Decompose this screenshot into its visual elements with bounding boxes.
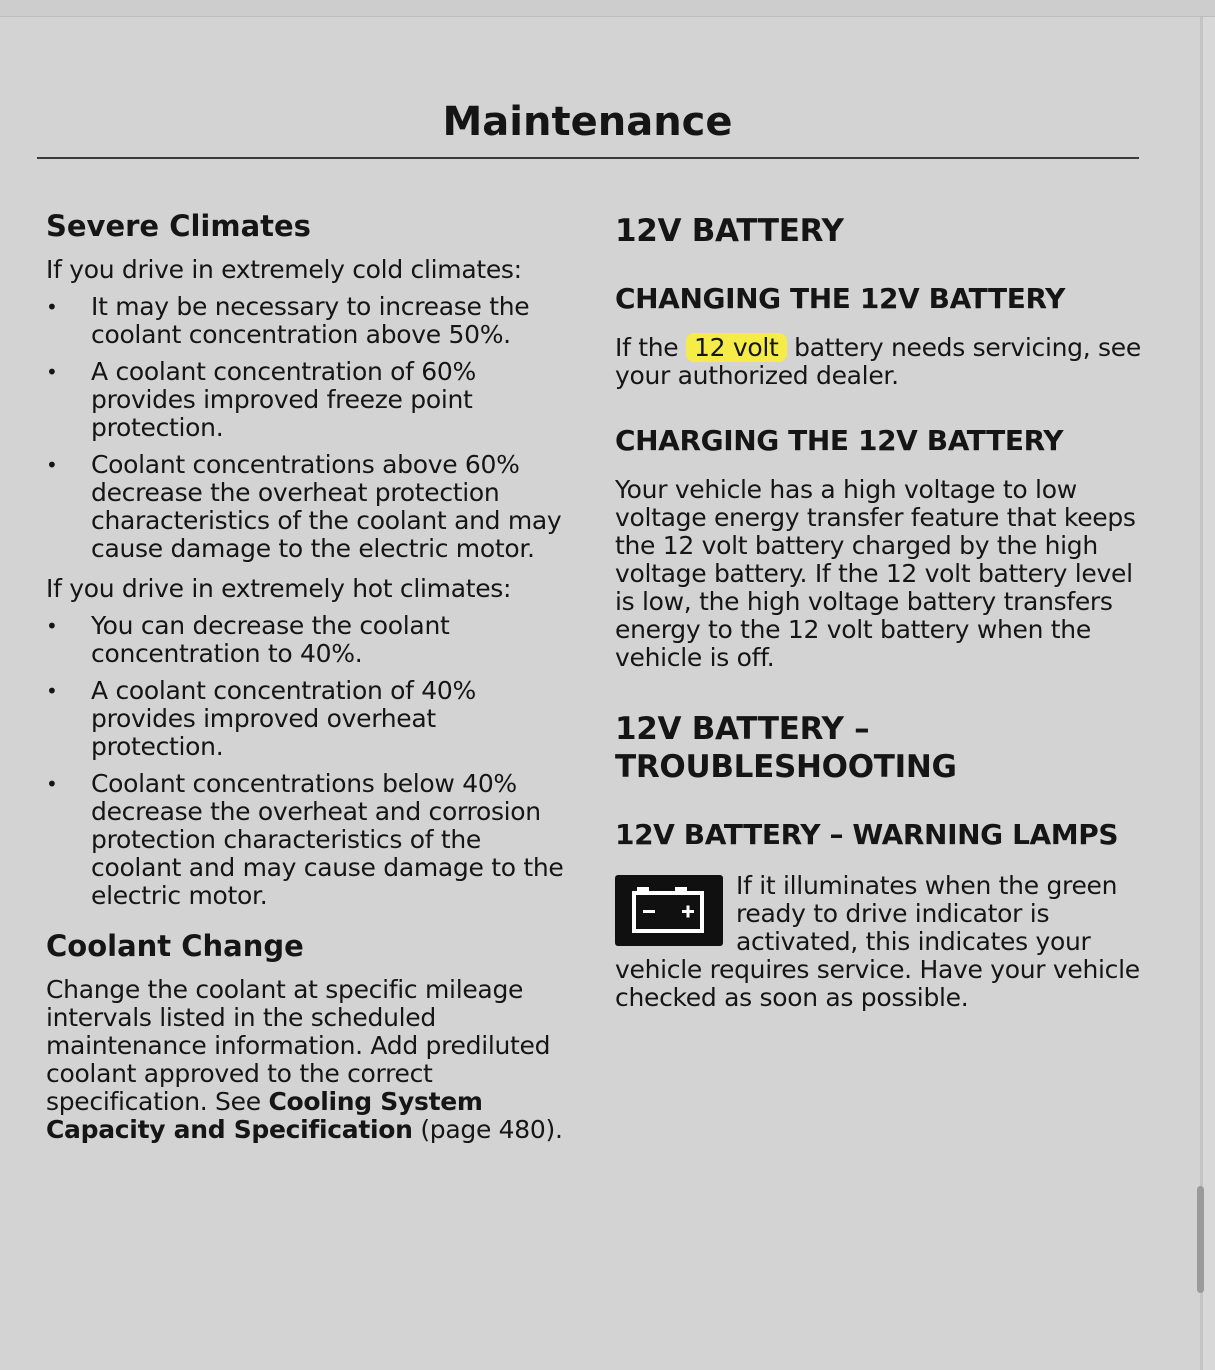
bullet-icon: • [46,360,58,384]
charging-battery-heading: CHARGING THE 12V BATTERY [615,424,1064,457]
cold-climates-list [46,293,571,563]
changing-battery-heading: CHANGING THE 12V BATTERY [615,282,1065,315]
list-item [46,293,571,349]
cold-climates-intro: If you drive in extremely cold climates: [46,255,522,284]
bullet-icon: • [46,679,58,703]
right-column [615,208,1145,1012]
page-title: Maintenance [442,99,733,145]
list-item [46,358,571,442]
list-item [46,677,571,761]
list-item-text: It may be necessary to increase the coolant concentration above 50%. [91,292,530,349]
bullet-icon: • [46,453,58,477]
coolant-change-text [46,976,571,1144]
bullet-icon: • [46,614,58,638]
changing-text-start: If the [615,333,679,362]
list-item [46,612,571,668]
search-highlight: 12 volt [686,333,787,362]
list-item-text: A coolant concentration of 40% provides improved overheat protection. [91,676,476,761]
changing-text-end: battery needs servicing, see your authorized dealer. [615,333,1141,390]
scrollbar-thumb[interactable] [1197,1186,1204,1293]
window-top-bar [0,0,1215,17]
list-item-text: A coolant concentration of 60% provides improved freeze point protection. [91,357,476,442]
troubleshooting-heading: 12V BATTERY – TROUBLESHOOTING [615,711,957,785]
list-item-text: Coolant concentrations above 60% decrease the overheat protection characteristics of the coolant and may cause damage to the electric motor. [91,450,562,563]
battery-icon-graphic [615,875,723,946]
hot-climates-list [46,612,571,910]
warning-lamp-text: If it illuminates when the green ready to drive indicator is activated, this indicates your vehicle requires service. Have your vehicle checked as soon as possible. [615,871,1140,1012]
list-item-text: You can decrease the coolant concentration to 40%. [91,611,450,668]
list-item-text: Coolant concentrations below 40% decrease the overheat and corrosion protection characteristics of the coolant and may cause damage to the electric motor. [91,769,564,910]
changing-battery-text [615,334,1145,390]
list-item [46,770,571,910]
bullet-icon: • [46,772,58,796]
cooling-system-link[interactable]: Cooling System Capacity and Specification [46,1087,483,1144]
severe-climates-heading: Severe Climates [46,209,311,243]
warning-lamp-block [615,872,1145,1012]
battery-warning-icon [615,875,723,946]
coolant-page-ref: (page 480). [420,1115,563,1144]
coolant-change-body: Change the coolant at specific mileage intervals listed in the scheduled maintenance information. Add prediluted coolant approved to the correct specification. See [46,975,551,1116]
charging-battery-text: Your vehicle has a high voltage to low voltage energy transfer feature that keeps the 12 volt battery charged by the high voltage battery. If the 12 volt battery level is low, the high voltage battery transfers energy to the 12 volt battery when the vehicle is off. [615,475,1136,672]
hot-climates-intro: If you drive in extremely hot climates: [46,574,512,603]
left-column [46,208,571,1144]
coolant-change-heading: Coolant Change [46,929,304,963]
warning-lamps-heading: 12V BATTERY – WARNING LAMPS [615,818,1119,851]
list-item [46,451,571,563]
battery-heading: 12V BATTERY [615,213,844,249]
scrollbar-track[interactable] [1203,17,1215,1370]
title-divider [37,157,1139,159]
bullet-icon: • [46,295,58,319]
